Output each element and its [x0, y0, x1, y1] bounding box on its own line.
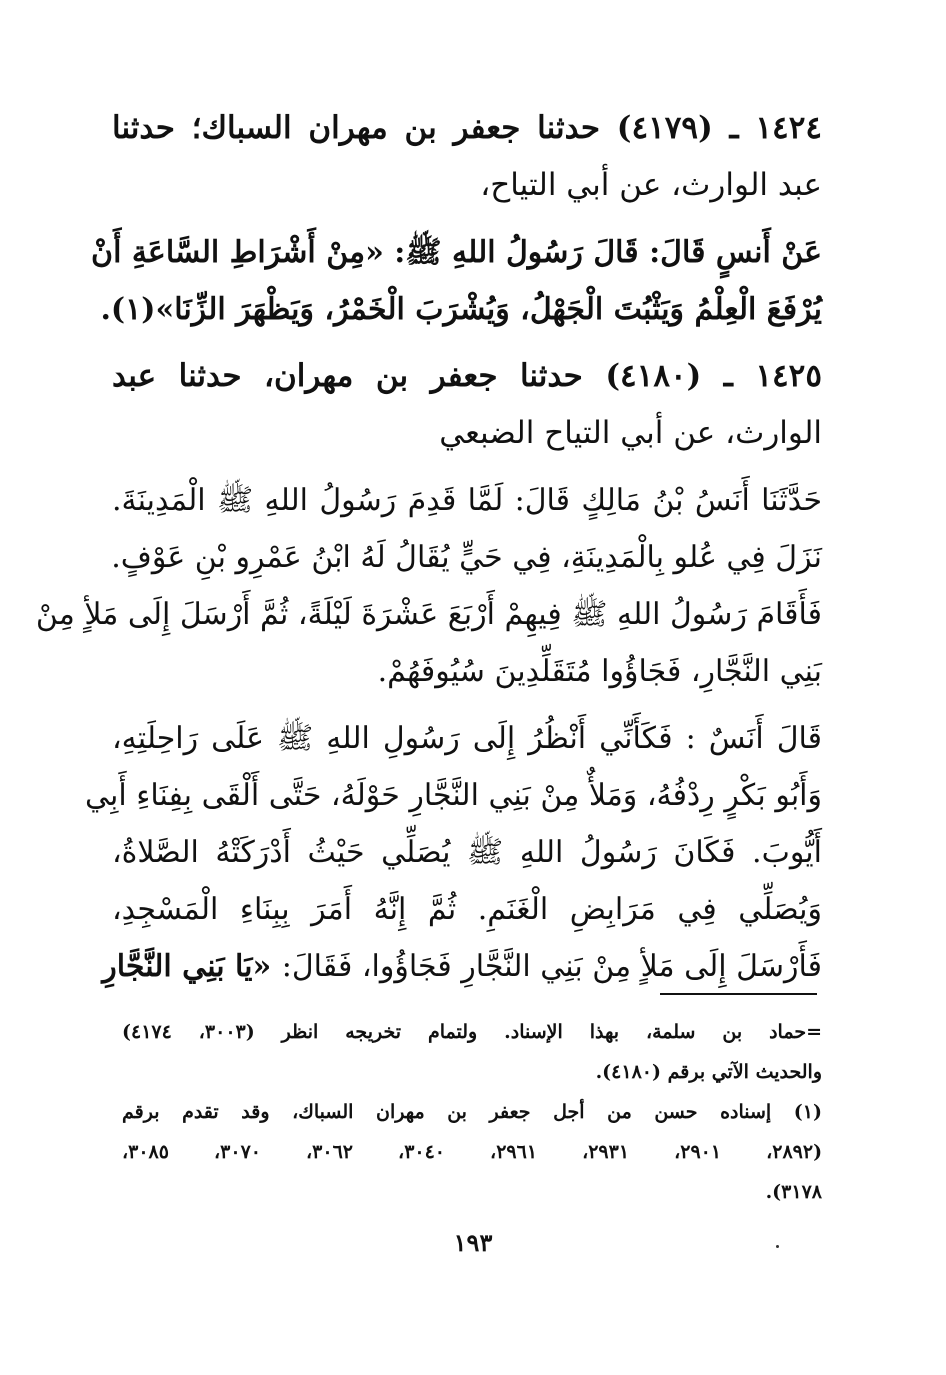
footnote-line: ٣١٧٨). — [765, 1181, 822, 1203]
chain-line: الوارث، عن أبي التياح الضبعي — [439, 415, 822, 451]
hadith-line: وَيُصَلِّي فِي مَرَابِضِ الْغَنَمِ. ثُمَّ إِنَّهُ أَمَرَ بِبِنَاءِ الْمَسْجِدِ، — [112, 892, 822, 927]
hadith-1425-text-1 — [35, 472, 822, 700]
hadith-line: فَأَقَامَ رَسُولُ اللهِ ﷺ فِيهِمْ أَرْبَعَ عَشْرَةَ لَيْلَةً، ثُمَّ أَرْسَلَ إِلَى مَلأٍ مِنْ — [35, 597, 822, 632]
hadith-1425-text-2 — [84, 710, 822, 995]
main-text — [35, 100, 822, 1005]
footnote-line: (٢٨٩٢، ٢٩٠١، ٢٩٣١، ٢٩٦١، ٣٠٤٠، ٣٠٦٢، ٣٠٧٠، ٣٠٨٥، — [122, 1141, 823, 1163]
hadith-line: نَزَلَ فِي عُلو بِالْمَدِينَةِ، فِي حَيٍّ يُقَالُ لَهُ ابْنُ عَمْرِو بْنِ عَوْفٍ. — [111, 540, 822, 575]
hadith-line: بَنِي النَّجَّارِ، فَجَاؤُوا مُتَقَلِّدِينَ سُيُوفَهُمْ. — [377, 654, 822, 689]
hadith-line: أَيُّوبَ. فَكَانَ رَسُولُ اللهِ ﷺ يُصَلِّي حَيْثُ أَدْرَكَتْهُ الصَّلاةُ، — [112, 835, 822, 870]
hadith-1424-chain — [112, 100, 822, 214]
chain-line: ١٤٢٥ ـ (٤١٨٠) حدثنا جعفر بن مهران، حدثنا عبد — [112, 358, 822, 394]
page-number: ١٩٣ — [453, 1228, 493, 1257]
footnote-divider — [660, 993, 817, 995]
hadith-line: يُرْفَعَ الْعِلْمُ وَيَثْبُتَ الْجَهْلُ، وَيُشْرَبَ الْخَمْرُ، وَيَظْهَرَ الزِّنَا»(١). — [100, 292, 822, 327]
hadith-line: عَنْ أَنسٍ قَالَ: قَالَ رَسُولُ اللهِ ﷺ: «مِنْ أَشْرَاطِ السَّاعَةِ أَنْ — [91, 235, 822, 270]
scan-speck — [776, 1245, 779, 1248]
hadith-line-plain: فَأَرْسَلَ إِلَى مَلأٍ مِنْ بَنِي النَّجَّارِ فَجَاؤُوا، فَقَالَ: — [281, 949, 822, 984]
hadith-line-bold: «يَا بَنِي النَّجَّارِ — [102, 949, 282, 984]
hadith-line: وَأَبُو بَكْرٍ رِدْفُهُ، وَمَلأٌ مِنْ بَنِي النَّجَّارِ حَوْلَهُ، حَتَّى أَلْقَى بِفِنَاءِ أَبِي — [84, 778, 822, 813]
hadith-line: حَدَّثَنَا أَنَسُ بْنُ مَالِكٍ قَالَ: لَمَّا قَدِمَ رَسُولُ اللهِ ﷺ الْمَدِينَةَ. — [112, 483, 822, 518]
footnote-line: (١) إسناده حسن من أجل جعفر بن مهران السباك، وقد تقدم برقم — [122, 1101, 822, 1123]
footnote-line: =حماد بن سلمة، بهذا الإسناد. ولتمام تخريجه انظر (٣٠٠٣، ٤١٧٤) — [122, 1021, 822, 1043]
chain-line: عبد الوارث، عن أبي التياح، — [480, 167, 822, 203]
hadith-1424-text — [91, 224, 822, 338]
hadith-line-last — [102, 938, 822, 995]
footnotes — [122, 1012, 822, 1212]
footnote-line: والحديث الآتي برقم (٤١٨٠). — [595, 1061, 822, 1083]
hadith-line: قَالَ أَنَسٌ : فَكَأَنِّي أَنْظُرُ إِلَى رَسُولِ اللهِ ﷺ عَلَى رَاحِلَتِهِ، — [112, 721, 822, 756]
hadith-1425-chain — [112, 348, 822, 462]
chain-line: ١٤٢٤ ـ (٤١٧٩) حدثنا جعفر بن مهران السباك؛ حدثنا — [112, 110, 822, 146]
